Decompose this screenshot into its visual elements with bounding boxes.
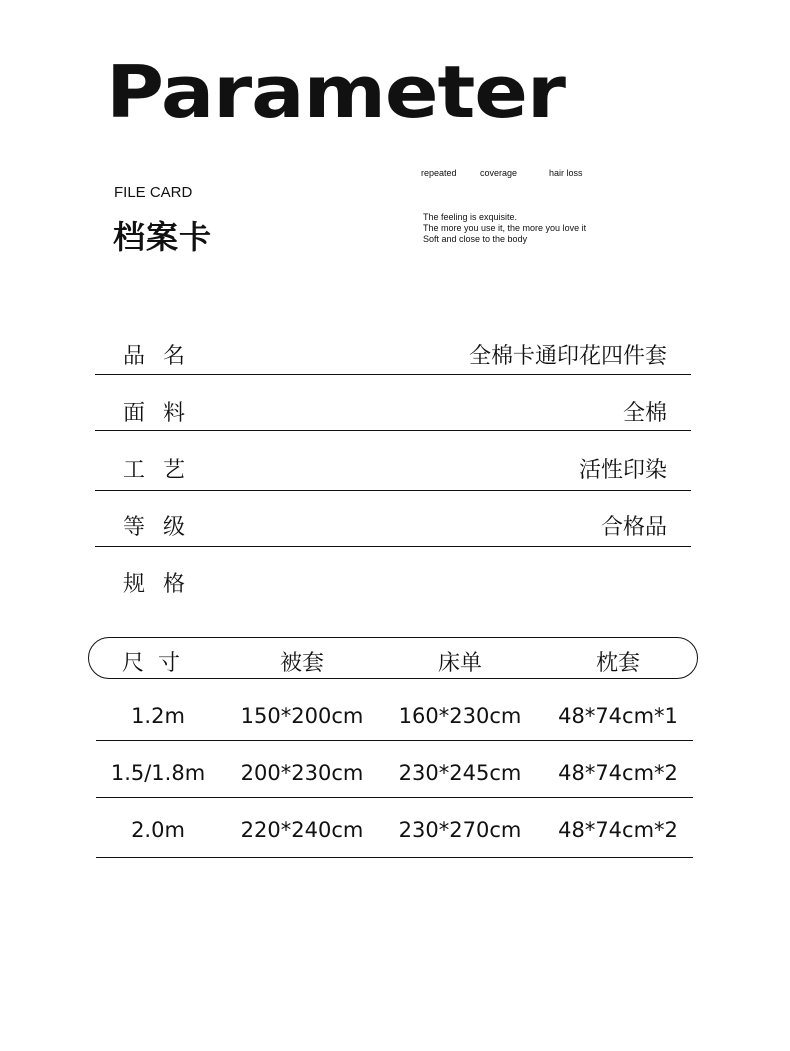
slogan-line: The more you use it, the more you love it [423, 223, 587, 233]
divider [95, 546, 691, 547]
divider [96, 797, 693, 798]
table-cell: 150*200cm [240, 704, 364, 728]
table-cell: 230*245cm [398, 761, 522, 785]
param-value: 全棉卡通印花四件套 [468, 344, 667, 369]
param-value: 合格品 [600, 515, 667, 540]
size-header-size: 尺寸 [121, 651, 194, 676]
param-label: 规格 [123, 572, 204, 597]
divider [95, 490, 691, 491]
table-cell: 1.5/1.8m [110, 761, 206, 785]
table-cell: 48*74cm*2 [558, 761, 678, 785]
file-card-title: 档案卡 [113, 218, 213, 256]
divider [96, 740, 693, 741]
table-cell: 230*270cm [398, 818, 522, 842]
tag-hair-loss: hair loss [549, 168, 583, 178]
table-cell: 1.2m [131, 704, 185, 728]
param-row-grade [95, 510, 691, 550]
size-header-sheet: 床单 [437, 651, 482, 676]
table-cell: 48*74cm*1 [558, 704, 678, 728]
divider [95, 374, 691, 375]
file-card-label: FILE CARD [114, 184, 193, 201]
page-title: Parameter [106, 50, 565, 134]
divider [95, 430, 691, 431]
param-label: 品名 [123, 344, 204, 369]
divider [96, 857, 693, 858]
slogan-line: The feeling is exquisite. [423, 212, 518, 222]
param-label: 面料 [123, 401, 204, 426]
param-row-name [95, 339, 691, 379]
slogan-line: Soft and close to the body [423, 234, 528, 244]
table-cell: 48*74cm*2 [558, 818, 678, 842]
table-cell: 200*230cm [240, 761, 364, 785]
param-label: 工艺 [123, 458, 204, 483]
param-row-process [95, 453, 691, 493]
tag-coverage: coverage [480, 168, 518, 178]
size-header-duvet: 被套 [279, 651, 324, 676]
param-value: 全棉 [622, 401, 667, 426]
slogan [423, 212, 586, 245]
size-header-pillowcase: 枕套 [595, 651, 640, 676]
tag-repeated: repeated [421, 168, 457, 178]
table-cell: 220*240cm [240, 818, 364, 842]
table-cell: 2.0m [131, 818, 185, 842]
param-row-spec [95, 567, 691, 607]
table-cell: 160*230cm [398, 704, 522, 728]
param-label: 等级 [123, 515, 204, 540]
param-value: 活性印染 [578, 458, 667, 483]
